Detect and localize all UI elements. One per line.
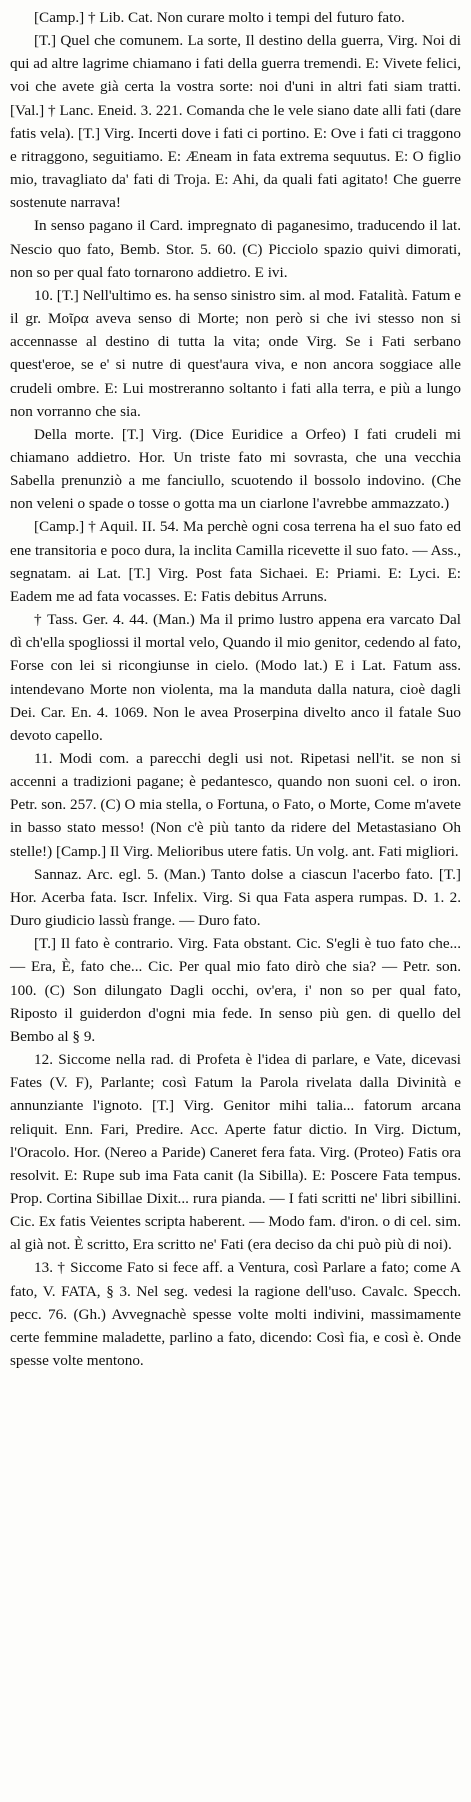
entry-paragraph: 12. Siccome nella rad. di Profeta è l'idea di parlare, e Vate, dicevasi Fates (V. F), Parlante; così Fatum la Parola rivelata dalla Divinità e annunziante l'ignoto. [T.] Virg. Genitor mihi talia... fatorum arcana reliquit. Enn. Fari, Predire. Acc. Aperte fatur dictio. In Virg. Dictum, l'Oracolo. Hor. (Nereo a Paride) Caneret fera fata. Virg. (Proteo) Fatis ora resolvit. E: Rupe sub ima Fata canit (la Sibilla). E: Poscere Fata tempus. Prop. Cortina Sibillae Dixit... rura pianda. — I fati scritti ne' libri sibillini. Cic. Ex fatis Veientes scripta haberent. — Modo fam. d'iron. o di cel. sim. al già not. È scritto, Era scritto ne' Fati (era deciso da chi può più di noi). (10, 1051, 461, 1254)
entry-paragraph: 13. † Siccome Fato si fece aff. a Ventura, così Parlare a fato; come A fato, V. FATA, § 3. Nel seg. vedesi la ragione dell'uso. Cavalc. Specch. pecc. 76. (Gh.) Avvegnachè spesse volte molti indivini, massimamente certe femmine maladette, parlino a fato, dicendo: Così fia, e così è. Onde spesse volte mentono. (10, 1259, 461, 1370)
entry-paragraph: 11. Modi com. a parecchi degli usi not. Ripetasi nell'it. se non si accenni a tradizioni pagane; è pedantesco, quando non suoni cel. o iron. Petr. son. 257. (C) O mia stella, o Fortuna, o Fato, o Morte, Come m'avete in basso stato messo! (Non c'è più tanto da ridere del Metastasiano Oh stelle!) [Camp.] Il Virg. Melioribus utere fatis. Un volg. ant. Fati migliori. (10, 750, 461, 860)
entry-paragraph: Sannaz. Arc. egl. 5. (Man.) Tanto dolse a ciascun l'acerbo fato. [T.] Hor. Acerba fata. Iscr. Infelix. Virg. Si qua Fata aspera rumpas. D. 1. 2. Duro giudicio lassù frange. — Duro fato. (10, 865, 461, 930)
entry-paragraph: † Tass. Ger. 4. 44. (Man.) Ma il primo lustro appena era varcato Dal dì ch'ella spogliossi il mortal velo, Quando il mio genitor, cedendo al fato, Forse con lei si ricongiunse in cielo. (Modo lat.) E i Lat. Fatum ass. intendevano Morte non violenta, ma la manduta dalla natura, cioè dagli Dei. Car. En. 4. 1069. Non le avea Proserpina divelto anco il fatale Suo devoto capello. (10, 611, 461, 744)
entry-paragraph: [T.] Il fato è contrario. Virg. Fata obstant. Cic. S'egli è tuo fato che... — Era, È, fato che... Cic. Per qual mio fato dirò che sia? — Petr. son. 100. (C) Son dilungato Dagli occhi, ov'era, i' non so per qual fato, Riposto il guiderdon d'ogni mia fede. In senso più gen. di quello del Bembo al § 9. (10, 935, 461, 1045)
entry-paragraph: [Camp.] † Lib. Cat. Non curare molto i tempi del futuro fato. (34, 9, 405, 26)
entry-paragraph: [Camp.] † Aquil. II. 54. Ma perchè ogni cosa terrena ha el suo fato ed ene transitoria e poco dura, la inclita Camilla ricevette il suo fato. — Ass., segnatam. ai Lat. [T.] Virg. Post fata Sichaei. E: Priami. E: Lyci. E: Eadem me ad fata vocasses. E: Fatis debitus Arruns. (10, 518, 461, 605)
entry-paragraph: Della morte. [T.] Virg. (Dice Euridice a Orfeo) I fati crudeli mi chiamano addietro. Hor. Un triste fato mi sovrasta, che una vecchia Sabella prenunziò a me fanciullo, scuotendo il bossolo indovino. (Che non veleni o spade o tosse o gotta ma un ciarlone l'avrebbe ammazzato.) (10, 425, 461, 513)
entry-paragraph: In senso pagano il Card. impregnato di paganesimo, traducendo il lat. Nescio quo fato, Bemb. Stor. 5. 60. (C) Picciolo spazio quivi dimorati, non so per qual fato tornarono addietro. E ivi. (10, 217, 461, 281)
entry-paragraph: 10. [T.] Nell'ultimo es. ha senso sinistro sim. al mod. Fatalità. Fatum e il gr. Μοῖρα aveva senso di Morte; non però si che ivi stesso non si accennasse al destino di tutta la vita; onde Virg. Se i Fati serbano quest'eroe, se e' si nutre di quest'aura viva, e non ancora soggiace alle crudeli ombre. E: Lui mostreranno soltanto i fati alla terra, e più a lungo non vorranno che sia. (10, 286, 461, 420)
entry-paragraph: [T.] Quel che comunem. La sorte, Il destino della guerra, Virg. Noi di qui ad altre lagrime chiamano i fati della guerra tremendi. E: Vivete felici, voi che avete già certa la vostra sorte: noi d'uni in altri fati siam tratti. [Val.] † Lanc. Eneid. 3. 221. Comanda che le vele siano date alli fati (dare fatis vela). [T.] Virg. Incerti dove i fati ci portino. E: Ove i fati ci traggono e ritraggono, seguitiamo. E: Æneam in fata extrema sequutus. E: O figlio mio, travagliato da' fati di Troja. E: Ahi, da quali fati agitato! Che guerre sostenute narrava! (10, 32, 461, 212)
